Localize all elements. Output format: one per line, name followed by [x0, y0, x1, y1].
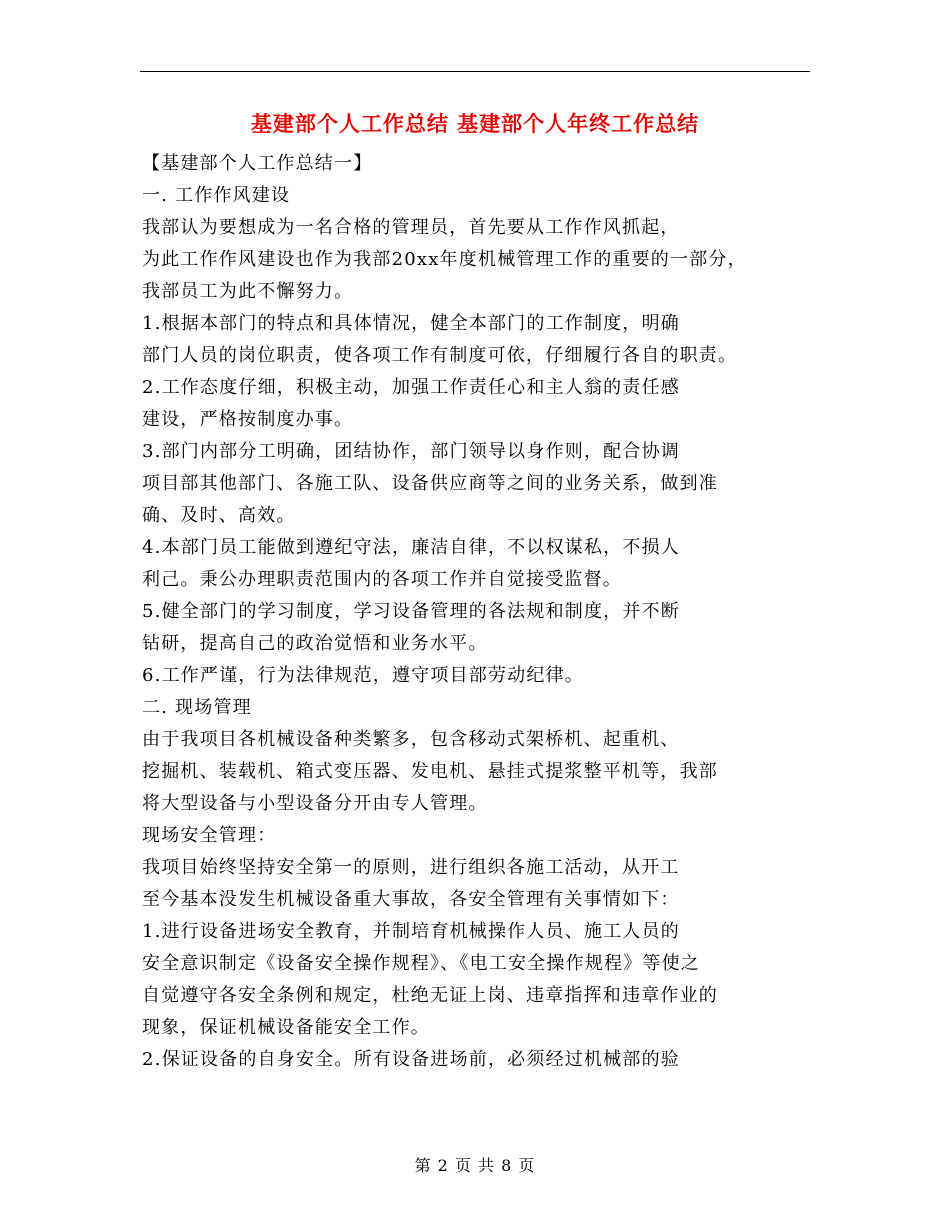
body-line-17: 6.工作严谨，行为法律规范，遵守项目部劳动纪律。: [142, 665, 584, 686]
section-heading-site-management: 二. 现场管理: [142, 697, 252, 718]
body-line-3: 我部认为要想成为一名合格的管理员，首先要从工作作风抓起，: [142, 217, 680, 238]
body-line-28: 现象，保证机械设备能安全工作。: [142, 1017, 430, 1038]
body-line-21: 将大型设备与小型设备分开由专人管理。: [142, 793, 488, 814]
section-heading-work-style: 一. 工作作风建设: [142, 185, 291, 206]
body-line-1: 【基建部个人工作总结一】: [142, 153, 373, 174]
body-line-15: 5.健全部门的学习制度，学习设备管理的各法规和制度，并不断: [142, 601, 680, 622]
body-line-26: 安全意识制定《设备安全操作规程》、《电工安全操作规程》等使之: [142, 953, 700, 974]
body-line-11: 项目部其他部门、各施工队、设备供应商等之间的业务关系，做到准: [142, 473, 718, 494]
body-line-25: 1.进行设备进场安全教育，并制培育机械操作人员、施工人员的: [142, 921, 680, 942]
body-line-4: 为此工作作风建设也作为我部20xx年度机械管理工作的重要的一部分，: [142, 249, 747, 270]
body-line-12: 确、及时、高效。: [142, 505, 296, 526]
subheading-site-safety: 现场安全管理：: [142, 825, 277, 846]
page-number-footer: 第 2 页 共 8 页: [414, 1156, 536, 1175]
body-line-29: 2.保证设备的自身安全。所有设备进场前，必须经过机械部的验: [142, 1049, 680, 1070]
document-body: [142, 148, 822, 1076]
body-line-5: 我部员工为此不懈努力。: [142, 281, 354, 302]
body-line-16: 钻研，提高自己的政治觉悟和业务水平。: [142, 633, 488, 654]
body-line-9: 建设，严格按制度办事。: [142, 409, 354, 430]
header-rule: [140, 71, 810, 72]
body-line-20: 挖掘机、装载机、箱式变压器、发电机、悬挂式提浆整平机等，我部: [142, 761, 718, 782]
body-line-23: 我项目始终坚持安全第一的原则，进行组织各施工活动，从开工: [142, 857, 680, 878]
body-line-14: 利己。秉公办理职责范围内的各项工作并自觉接受监督。: [142, 569, 622, 590]
body-line-8: 2.工作态度仔细，积极主动，加强工作责任心和主人翁的责任感: [142, 377, 680, 398]
body-line-10: 3.部门内部分工明确，团结协作，部门领导以身作则，配合协调: [142, 441, 680, 462]
document-title: 基建部个人工作总结 基建部个人年终工作总结: [250, 112, 700, 136]
body-line-27: 自觉遵守各安全条例和规定，杜绝无证上岗、违章指挥和违章作业的: [142, 985, 718, 1006]
body-line-7: 部门人员的岗位职责，使各项工作有制度可依，仔细履行各自的职责。: [142, 345, 738, 366]
body-line-6: 1.根据本部门的特点和具体情况，健全本部门的工作制度，明确: [142, 313, 680, 334]
body-line-13: 4.本部门员工能做到遵纪守法，廉洁自律，不以权谋私，不损人: [142, 537, 680, 558]
body-line-24: 至今基本没发生机械设备重大事故，各安全管理有关事情如下：: [142, 889, 680, 910]
body-line-19: 由于我项目各机械设备种类繁多，包含移动式架桥机、起重机、: [142, 729, 680, 750]
